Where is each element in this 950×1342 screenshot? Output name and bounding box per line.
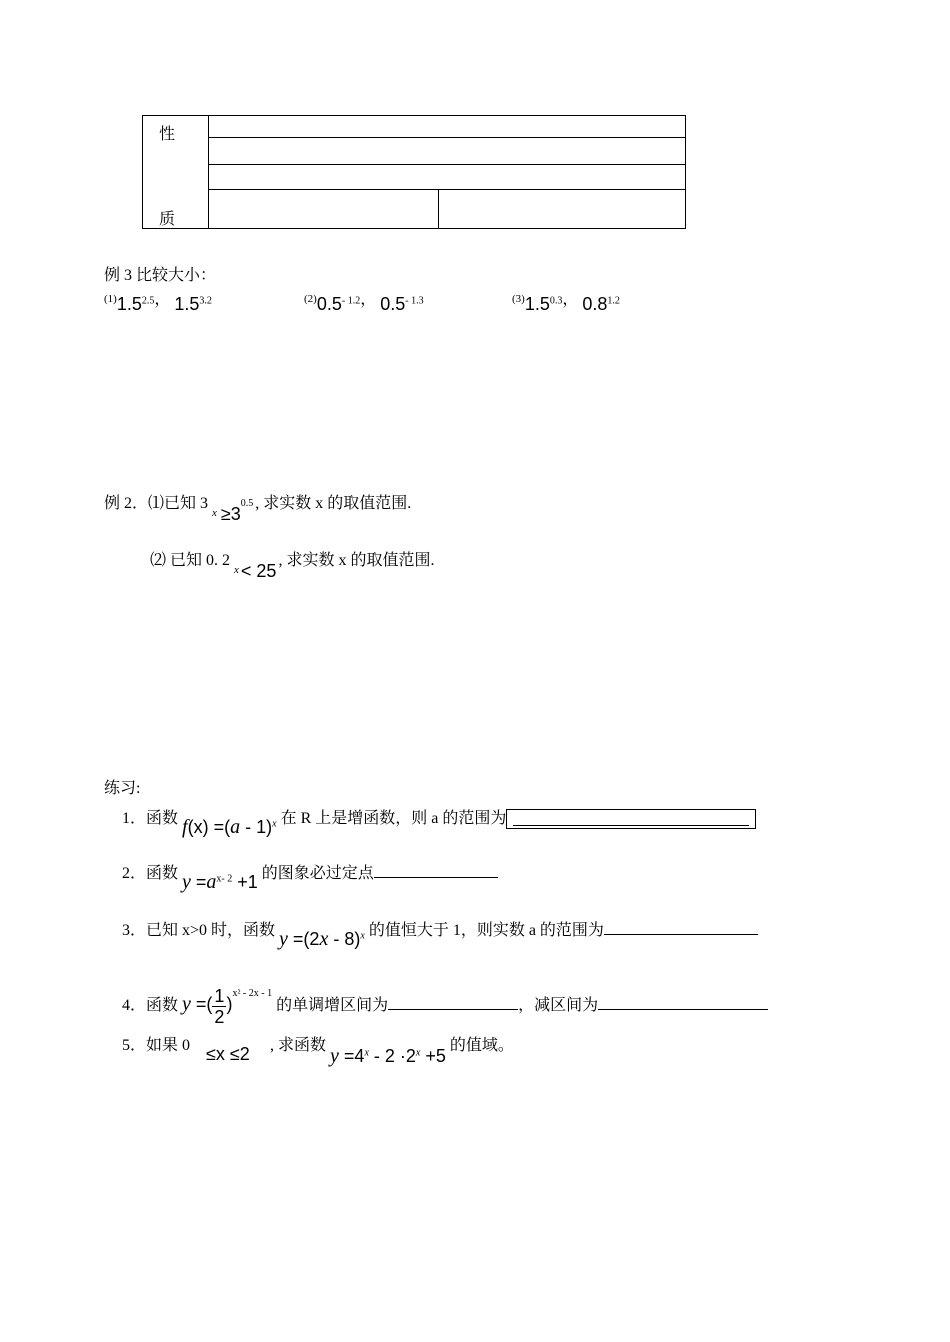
expression: +1: [232, 872, 258, 892]
exponent: x: [360, 930, 365, 942]
exponent: x- 2: [216, 873, 233, 885]
example3-item-2: [304, 292, 424, 315]
example2-prefix: ⑵ 已知 0. 2: [150, 552, 231, 569]
separator: ，: [154, 291, 171, 308]
variable-a: a: [206, 871, 217, 893]
exponent: x: [364, 1047, 369, 1059]
answer-box-1[interactable]: [506, 809, 756, 829]
property-row-1: [209, 116, 685, 138]
variable-y: y: [182, 993, 191, 1016]
base: 0.8: [582, 294, 608, 314]
example2-suffix: , 求实数 x 的取值范围.: [255, 495, 412, 512]
exponent: x: [272, 818, 277, 830]
exponent: 3.2: [199, 295, 212, 307]
question-number: 1．函数: [122, 810, 179, 827]
close-paren: ): [226, 994, 233, 1015]
exponent: x: [415, 1047, 421, 1059]
example2-suffix: , 求实数 x 的取值范围.: [278, 552, 435, 569]
variable-a: a: [230, 816, 241, 838]
equals: =(2: [287, 929, 320, 949]
property-label-column: [143, 116, 209, 228]
exercise-3: [122, 917, 758, 950]
variable-x: x: [212, 507, 217, 519]
property-row-2: [209, 138, 685, 165]
base: 1.5: [116, 294, 142, 314]
exercise-2: [122, 860, 498, 893]
equals: =(: [208, 817, 231, 837]
expression: =4: [338, 1046, 365, 1066]
base: 1.5: [174, 294, 200, 314]
equals: =: [190, 872, 207, 892]
exponent: 1.2: [607, 295, 620, 307]
exercises-heading: 练习:: [104, 780, 141, 797]
example3-heading: 例 3 比较大小：: [104, 267, 217, 284]
question-number: 2．函数: [122, 865, 179, 882]
question-text: 的值恒大于 1，则实数 a 的范围为: [368, 922, 604, 939]
question-number: 3．已知 x>0 时，函数: [122, 922, 276, 939]
example3-item-3: [512, 292, 620, 315]
separator: ，: [562, 291, 579, 308]
question-text-decrease: ，减区间为: [518, 997, 599, 1015]
variable-y: y: [182, 871, 191, 893]
expression: +5: [420, 1046, 446, 1066]
exponent: 2.5: [141, 295, 155, 307]
example2-prefix: 例 2．⑴已知 3: [104, 495, 209, 512]
property-row-3: [209, 165, 685, 190]
inequality: < 25: [240, 561, 277, 581]
question-number: 5．如果 0: [122, 1037, 191, 1054]
exponent: - 1.2: [341, 295, 361, 307]
exercise-5: [122, 1032, 514, 1067]
fraction: [212, 986, 226, 1027]
item-number: (2): [304, 293, 317, 305]
expression: - 1): [240, 817, 273, 837]
answer-blank-4a[interactable]: [388, 995, 518, 1010]
range-condition: ≤x ≤2: [206, 1044, 250, 1064]
label-xing: 性: [159, 126, 176, 143]
exercise-1: [122, 805, 756, 838]
question-text: 的值域。: [449, 1037, 514, 1054]
label-zhi: 质: [159, 211, 176, 228]
base: 0.5: [316, 294, 342, 314]
item-number: (1): [104, 293, 117, 305]
answer-blank-4b[interactable]: [598, 995, 768, 1010]
exponent: 0.3: [549, 295, 563, 307]
argument: (x): [187, 817, 209, 837]
variable-x: x: [234, 564, 239, 576]
exponent: - 1.3: [405, 295, 424, 307]
expression: - 2 ·2: [368, 1046, 416, 1066]
question-text: 的图象必过定点: [261, 865, 374, 882]
example3-item-1: [104, 292, 212, 315]
separator: ，: [360, 291, 377, 308]
variable-y: y: [330, 1045, 339, 1067]
question-text-increase: 的单调增区间为: [276, 997, 389, 1015]
variable-y: y: [279, 928, 288, 950]
inequality: ≥3: [220, 504, 241, 524]
property-table: [142, 115, 686, 229]
variable-x: x: [319, 928, 329, 950]
question-text: 在 R 上是增函数，则 a 的范围为: [280, 810, 507, 827]
expression: - 8): [328, 929, 361, 949]
fraction-numerator: 1: [214, 986, 225, 1006]
base: 1.5: [524, 294, 550, 314]
question-text-mid: , 求函数: [270, 1037, 327, 1054]
example2-line-2: [150, 547, 435, 581]
answer-blank-2[interactable]: [374, 863, 498, 878]
exponent: 0.5: [240, 497, 254, 509]
function-f: f: [182, 816, 188, 838]
question-number: 4．函数: [122, 997, 179, 1015]
property-row-4-divider: [438, 189, 439, 228]
equals: =(: [190, 994, 213, 1015]
example2-line-1: [104, 490, 412, 524]
exercise-4: [122, 986, 768, 1027]
base: 0.5: [380, 294, 406, 314]
exponent: x² - 2x - 1: [232, 987, 273, 999]
fraction-denominator: 2: [214, 1007, 225, 1027]
answer-blank-3[interactable]: [604, 920, 758, 935]
item-number: (3): [512, 293, 525, 305]
